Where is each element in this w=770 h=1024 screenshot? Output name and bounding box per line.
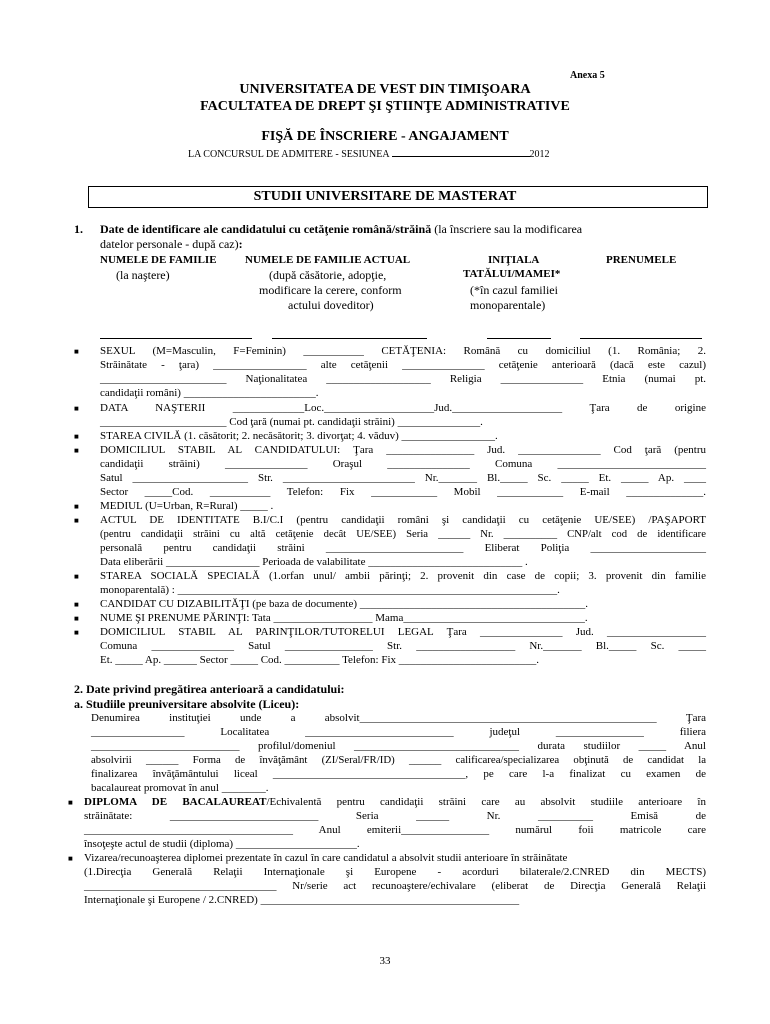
line-social-status-end: monoparentală) : _____________________________________________________________________. — [100, 584, 560, 596]
line-contact: Sector _____Cod. ___________ Telefon: Fix ____________ Mobil ____________ E-mail ______________. — [100, 486, 706, 498]
contest-prefix: LA CONCURSUL DE ADMITERE - SESIUNEA — [188, 149, 390, 160]
line-recognition-cnred: Internaţionale şi Europene / 2.CNRED) _______________________________________________ — [84, 894, 520, 906]
line-domicile-address: Satul _____________________ Str. ________________________ Nr._______ Bl._____ Sc. _____ Et. _____ Ap. ____ — [100, 472, 706, 484]
line-graduation: absolvirii ______ Forma de învăţământ (ZI/Seral/FR/ID) ______ calificarea/specializarea obţinută de candidat la — [91, 754, 706, 766]
section1-number: 1. — [74, 222, 83, 236]
bullet-icon: ■ — [74, 502, 79, 511]
bullet-icon: ■ — [68, 854, 73, 863]
line-domicile: DOMICILIUL STABIL AL CANDIDATULUI: Ţara ________________ Jud. _______________ Cod ţară (pentru — [100, 444, 706, 456]
section2-sub-a: a. Studiile preuniversitare absolvite (Liceu): — [74, 697, 300, 711]
col-firstname-header: PRENUMELE — [606, 254, 677, 266]
bullet-icon: ■ — [68, 798, 73, 807]
line-citizenship: Străinătate - ţara) _________________ alte cetăţenii _______________ cetăţenie anterioară (dacă este cazul) — [100, 359, 706, 371]
bullet-icon: ■ — [74, 572, 79, 581]
col-current-name-note1: (după căsătorie, adopţie, — [269, 268, 387, 282]
line-finalization: finalizarea învăţământului liceal ___________________________________, pe care l-a finalizat cu examen de — [91, 768, 706, 780]
line-parents-address: Comuna _______________ Satul ________________ Str. __________________ Nr._______ Bl._____ Sc. _____ — [100, 640, 706, 652]
current-name-input[interactable] — [272, 338, 427, 339]
line-id-series: (pentru candidaţii străini cu altă cetăţenie decât UE/SEE) Seria ______ Nr. __________ CNP/alt cod de identificare — [100, 528, 706, 540]
bullet-icon: ■ — [74, 446, 79, 455]
line-recognition-source: (1.Direcţia Generală Relaţii Internaţionale şi Europene - acorduri bilaterale/2.CNRED din MECTS) — [84, 866, 706, 878]
col-initial-note2: monoparentale) — [470, 298, 546, 312]
line-id-document: ACTUL DE IDENTITATE B.I/C.I (pentru candidaţii români şi candidaţii cu cetăţenie UE/SEE) /PAŞAPORT — [100, 514, 706, 526]
line-locality: _________________ Localitatea ___________________________ judeţul ________________ filiera — [91, 726, 706, 738]
initial-input[interactable] — [487, 338, 551, 339]
line-parents: NUME ŞI PRENUME PĂRINŢI: Tata __________________ Mama_________________________________. — [100, 612, 588, 624]
firstname-input[interactable] — [580, 338, 702, 339]
col-initial-note1: (*în cazul familiei — [470, 283, 558, 297]
line-ethnicity-end: candidaţii români) ________________________. — [100, 387, 319, 399]
bullet-icon: ■ — [74, 404, 79, 413]
line-diploma-accompany: însoţeşte actul de studii (diploma) ______________________. — [84, 838, 360, 850]
line-diploma-series: străinătate: ___________________________ Seria ______ Nr. __________ Emisă de — [84, 810, 706, 822]
section1-title-bold: Date de identificare ale candidatului cu cetăţenie română/străină — [100, 222, 432, 236]
line-sex: SEXUL (M=Masculin, F=Feminin) ___________ CETĂŢENIA: Română cu domiciliul (1. România; 2. — [100, 345, 706, 357]
annex-label: Anexa 5 — [570, 70, 605, 81]
line-id-dates: Data eliberării _________________ Perioada de valabilitate ____________________________ . — [100, 556, 528, 568]
col-current-name-header: NUMELE DE FAMILIE ACTUAL — [245, 254, 411, 266]
line-diploma-year: ______________________________________ Anul emiterii________________ numărul foii matricole care — [84, 824, 706, 836]
section1-title-rest2: datelor personale - după caz) — [100, 237, 239, 251]
session-field[interactable] — [392, 147, 530, 157]
section1-title-rest1: (la înscriere sau la modificarea — [434, 222, 583, 236]
line-profile: ___________________________ profilul/domeniul ______________________________ durata studiilor _____ Anul — [91, 740, 706, 752]
form-title: FIŞĂ DE ÎNSCRIERE - ANGAJAMENT — [261, 129, 509, 144]
line-institution: Denumirea instituţiei unde a absolvit______________________________________________________ Ţara — [91, 712, 706, 724]
contest-line — [188, 147, 550, 160]
line-environment: MEDIUL (U=Urban, R=Rural) _____ . — [100, 500, 274, 512]
contest-year: 2012 — [529, 149, 550, 160]
section1-title-colon: : — [238, 237, 243, 251]
birth-name-input[interactable] — [100, 338, 252, 339]
line-nationality: _______________________ Naţionalitatea ___________________ Religia _______________ Etnia (numai pt. — [100, 373, 706, 385]
university-name: UNIVERSITATEA DE VEST DIN TIMIŞOARA — [239, 82, 531, 97]
line-birth: DATA NAŞTERII _____________Loc.____________________Jud.____________________ Ţara de origine — [100, 402, 706, 414]
line-disability: CANDIDAT CU DIZABILITĂŢI (pe baza de documente) _________________________________________. — [100, 598, 588, 610]
page-number: 33 — [379, 955, 391, 967]
line-parents-domicile: DOMICILIUL STABIL AL PARINŢILOR/TUTORELUI LEGAL Ţara _______________ Jud. __________________ — [100, 626, 706, 638]
diploma-rest: /Echivalentă pentru candidaţii străini care au absolvit studiile anterioare în — [266, 796, 706, 808]
col-initial-header: INIŢIALA — [488, 254, 540, 266]
bullet-icon: ■ — [74, 614, 79, 623]
col-birth-name-note: (la naştere) — [116, 268, 170, 282]
line-social-status: STAREA SOCIALĂ SPECIALĂ (1.orfan unul/ ambii părinţi; 2. provenit din case de copii; 3. provenit din familie — [100, 570, 706, 582]
diploma-bold: DIPLOMA DE BACALAUREAT — [84, 796, 267, 808]
section1-title — [100, 222, 706, 237]
line-civil-status: STAREA CIVILĂ (1. căsătorit; 2. necăsătorit; 3. divorţat; 4. văduv) _________________. — [100, 430, 498, 442]
col-initial-header2: TATĂLUI/MAMEI* — [463, 268, 561, 280]
faculty-name: FACULTATEA DE DREPT ŞI ŞTIINŢE ADMINISTRATIVE — [200, 99, 570, 114]
line-domicile-city: candidaţii străini) _______________ Oraşul _______________ Comuna ___________________________ — [100, 458, 706, 470]
line-recognition-number: ___________________________________ Nr/serie act recunoaştere/echivalare (eliberat de Direcţia Generală Relaţii — [84, 880, 706, 892]
bullet-icon: ■ — [74, 600, 79, 609]
col-birth-name-header: NUMELE DE FAMILIE — [100, 254, 217, 266]
line-birth-country: _______________________ Cod ţară (numai pt. candidaţii străini) _______________. — [100, 416, 483, 428]
bullet-icon: ■ — [74, 432, 79, 441]
section2-title: 2. Date privind pregătirea anterioară a candidatului: — [74, 682, 345, 696]
line-recognition: Vizarea/recunoaşterea diplomei prezentate în cazul în care candidatul a absolvit studii anterioare în străinătate — [84, 852, 568, 864]
col-current-name-note3: actului doveditor) — [288, 298, 374, 312]
line-parents-contact: Et. _____ Ap. ______ Sector _____ Cod. __________ Telefon: Fix _________________________. — [100, 654, 540, 666]
section1-title-line2 — [100, 237, 243, 252]
bullet-icon: ■ — [74, 516, 79, 525]
line-diploma — [84, 796, 706, 808]
line-bac-year: bacalaureat promovat în anul ________. — [91, 782, 269, 794]
bullet-icon: ■ — [74, 347, 79, 356]
bullet-icon: ■ — [74, 628, 79, 637]
col-current-name-note2: modificare la cerere, conform — [259, 283, 402, 297]
program-title: STUDII UNIVERSITARE DE MASTERAT — [253, 189, 517, 204]
line-id-personal: personală pentru candidaţii străini _________________________ Eliberat Poliţia _____________________ — [100, 542, 706, 554]
